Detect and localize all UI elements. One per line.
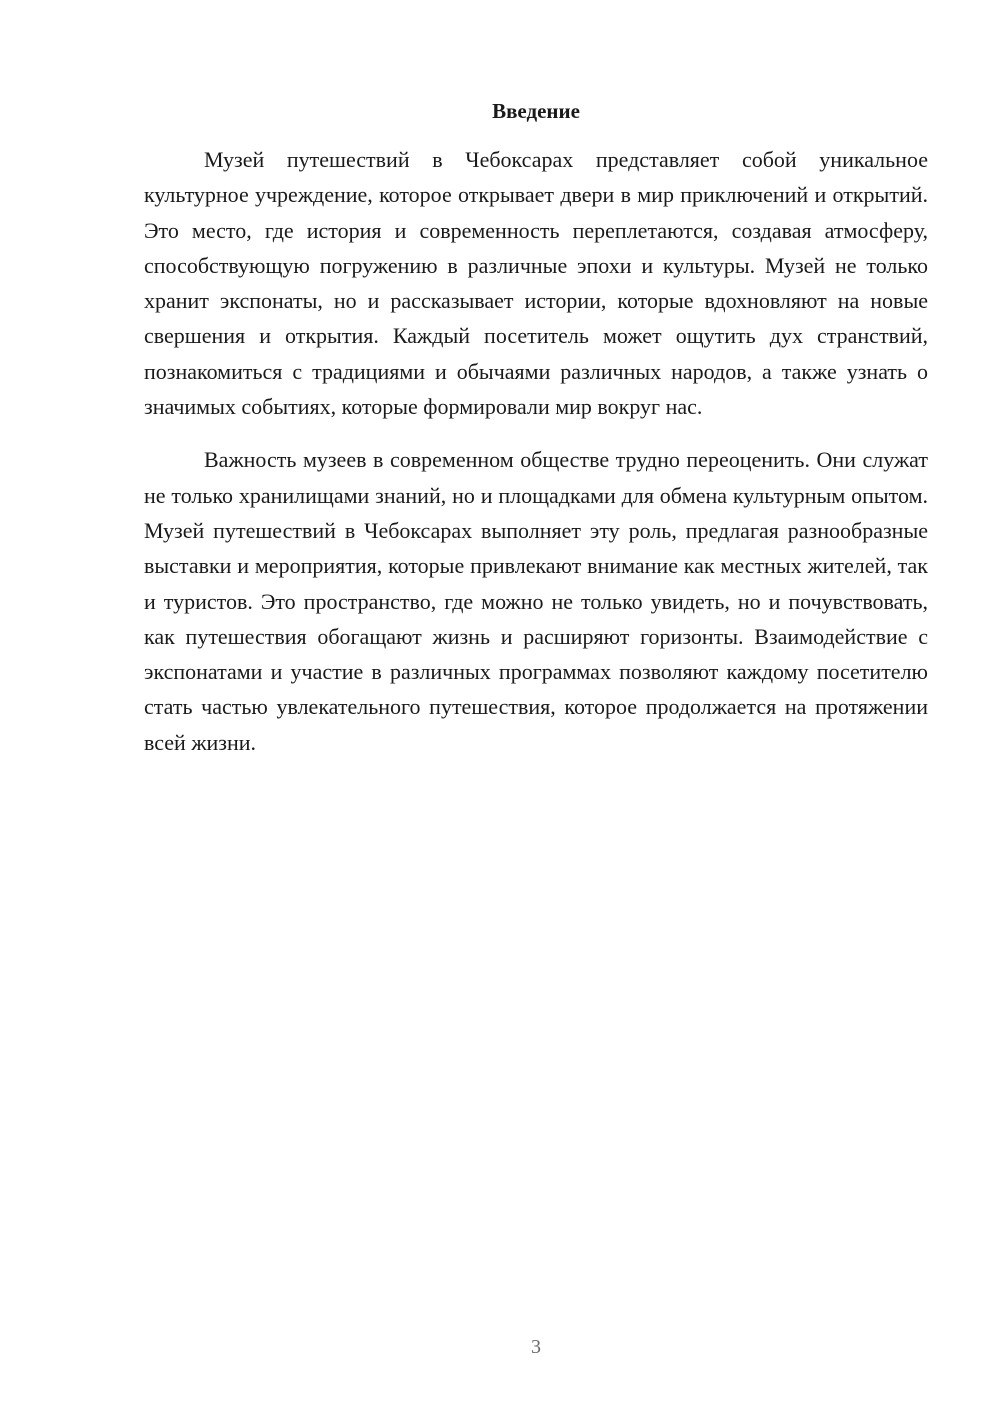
paragraph-1: Музей путешествий в Чебоксарах представляет собой уникальное культурное учреждение, которое открывает двери в мир приключений и открытий. Это место, где история и современность переплетаются, создавая атмосферу, способствующую погружению в различные эпохи и культуры. Музей не только хранит экспонаты, но и рассказывает истории, которые вдохновляют на новые свершения и открытия. Каждый посетитель может ощутить дух странствий, познакомиться с традициями и обычаями различных народов, а также узнать о значимых событиях, которые формировали мир вокруг нас. bbox=[144, 147, 928, 420]
page-number: 3 bbox=[531, 1336, 541, 1358]
body-text bbox=[144, 142, 928, 778]
section-heading: Введение bbox=[492, 99, 580, 123]
paragraph-2: Важность музеев в современном обществе трудно переоценить. Они служат не только хранилищами знаний, но и площадками для обмена культурным опытом. Музей путешествий в Чебоксарах выполняет эту роль, предлагая разнообразные выставки и мероприятия, которые привлекают внимание как местных жителей, так и туристов. Это пространство, где можно не только увидеть, но и почувствовать, как путешествия обогащают жизнь и расширяют горизонты. Взаимодействие с экспонатами и участие в различных программах позволяют каждому посетителю стать частью увлекательного путешествия, которое продолжается на протяжении всей жизни. bbox=[144, 447, 928, 755]
